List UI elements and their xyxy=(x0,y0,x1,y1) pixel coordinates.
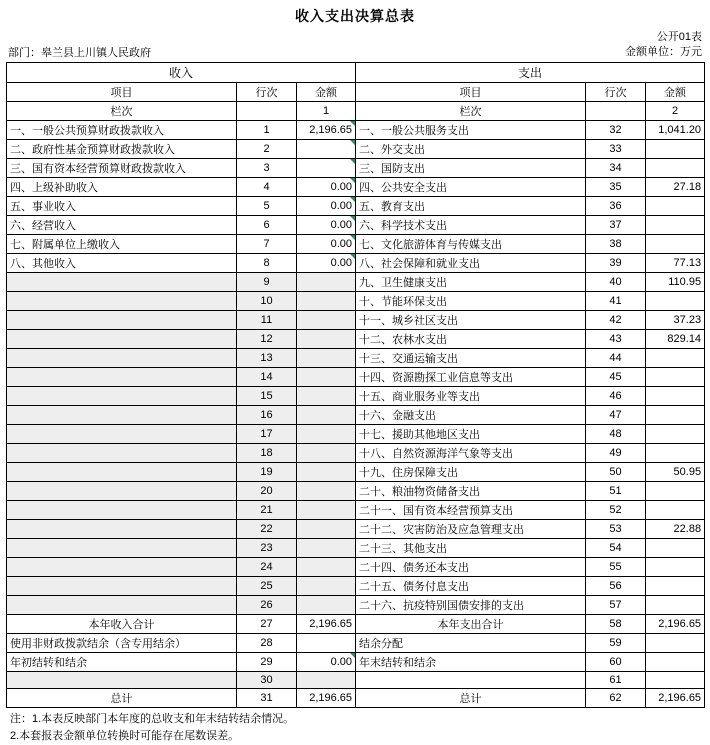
expend-line-cell: 47 xyxy=(586,406,646,425)
note-2: 2.本套报表金额单位转换时可能存在尾数误差。 xyxy=(10,730,240,742)
income-item-cell: 四、上级补助收入 xyxy=(7,178,237,197)
expend-amount-cell: 110.95 xyxy=(646,273,705,292)
table-row xyxy=(7,482,705,501)
expend-amount-cell xyxy=(646,539,705,558)
income-item-cell xyxy=(7,425,237,444)
expend-item-cell: 一、一般公共服务支出 xyxy=(356,121,586,140)
income-line-cell: 31 xyxy=(237,689,297,708)
form-meta xyxy=(625,30,702,60)
expend-amount-cell xyxy=(646,216,705,235)
expend-line-cell: 56 xyxy=(586,577,646,596)
expend-amount-cell xyxy=(646,235,705,254)
income-amount-cell: 0.00 xyxy=(297,235,356,254)
table-row xyxy=(7,406,705,425)
income-amount-cell: 2,196.65 xyxy=(297,689,356,708)
income-col-blank xyxy=(237,102,297,121)
table-row xyxy=(7,235,705,254)
header-expend-line: 行次 xyxy=(586,83,646,102)
expend-item-cell: 本年支出合计 xyxy=(356,615,586,634)
expend-group-header: 支出 xyxy=(356,63,705,83)
income-item-cell xyxy=(7,368,237,387)
income-item-cell: 六、经营收入 xyxy=(7,216,237,235)
expend-item-cell: 五、教育支出 xyxy=(356,197,586,216)
header-expend-amount: 金额 xyxy=(646,83,705,102)
table-row xyxy=(7,520,705,539)
income-line-cell: 3 xyxy=(237,159,297,178)
income-item-cell xyxy=(7,539,237,558)
table-row xyxy=(7,178,705,197)
expend-amount-cell xyxy=(646,159,705,178)
income-amount-cell: 2,196.65 xyxy=(297,615,356,634)
department-label: 部门： xyxy=(8,47,41,59)
income-item-cell xyxy=(7,292,237,311)
income-line-cell: 17 xyxy=(237,425,297,444)
income-item-cell: 五、事业收入 xyxy=(7,197,237,216)
income-line-cell: 27 xyxy=(237,615,297,634)
expend-amount-cell: 1,041.20 xyxy=(646,121,705,140)
expend-line-cell: 61 xyxy=(586,672,646,689)
expend-item-cell: 二十五、债务付息支出 xyxy=(356,577,586,596)
header-income-amount: 金额 xyxy=(297,83,356,102)
income-amount-cell xyxy=(297,311,356,330)
expend-line-cell: 48 xyxy=(586,425,646,444)
income-amount-cell xyxy=(297,634,356,653)
expend-line-cell: 53 xyxy=(586,520,646,539)
expend-line-cell: 49 xyxy=(586,444,646,463)
department-line xyxy=(8,30,151,60)
income-amount-cell xyxy=(297,444,356,463)
income-item-cell: 三、国有资本经营预算财政拨款收入 xyxy=(7,159,237,178)
table-row xyxy=(7,292,705,311)
income-line-cell: 16 xyxy=(237,406,297,425)
income-col-label: 栏次 xyxy=(7,102,237,121)
expend-item-cell: 七、文化旅游体育与传媒支出 xyxy=(356,235,586,254)
income-item-cell xyxy=(7,387,237,406)
expend-line-cell: 43 xyxy=(586,330,646,349)
income-amount-cell xyxy=(297,672,356,689)
income-line-cell: 19 xyxy=(237,463,297,482)
expend-amount-cell xyxy=(646,425,705,444)
expend-item-cell: 四、公共安全支出 xyxy=(356,178,586,197)
table-row xyxy=(7,463,705,482)
income-item-cell: 二、政府性基金预算财政拨款收入 xyxy=(7,140,237,159)
expend-item-cell: 十一、城乡社区支出 xyxy=(356,311,586,330)
expend-amount-cell xyxy=(646,292,705,311)
income-item-cell xyxy=(7,558,237,577)
expend-line-cell: 46 xyxy=(586,387,646,406)
header-expend-item: 项目 xyxy=(356,83,586,102)
income-amount-cell xyxy=(297,539,356,558)
income-item-cell xyxy=(7,349,237,368)
income-amount-cell xyxy=(297,349,356,368)
income-line-cell: 23 xyxy=(237,539,297,558)
table-row xyxy=(7,273,705,292)
expend-amount-cell: 27.18 xyxy=(646,178,705,197)
expend-line-cell: 40 xyxy=(586,273,646,292)
expend-line-cell: 50 xyxy=(586,463,646,482)
expend-amount-cell: 2,196.65 xyxy=(646,689,705,708)
expend-item-cell: 二十六、抗疫特别国债安排的支出 xyxy=(356,596,586,615)
income-item-cell xyxy=(7,273,237,292)
expend-amount-cell: 50.95 xyxy=(646,463,705,482)
income-line-cell: 7 xyxy=(237,235,297,254)
income-amount-cell xyxy=(297,425,356,444)
column-header-row xyxy=(7,83,705,102)
expend-amount-cell: 37.23 xyxy=(646,311,705,330)
income-amount-cell xyxy=(297,292,356,311)
income-line-cell: 1 xyxy=(237,121,297,140)
amount-unit: 金额单位：万元 xyxy=(625,46,702,58)
income-amount-cell: 0.00 xyxy=(297,178,356,197)
income-item-cell xyxy=(7,501,237,520)
expend-item-cell xyxy=(356,672,586,689)
expend-item-cell: 二十三、其他支出 xyxy=(356,539,586,558)
table-row xyxy=(7,558,705,577)
document-meta xyxy=(6,30,704,62)
income-line-cell: 8 xyxy=(237,254,297,273)
table-row xyxy=(7,444,705,463)
income-line-cell: 26 xyxy=(237,596,297,615)
income-amount-cell xyxy=(297,558,356,577)
income-line-cell: 10 xyxy=(237,292,297,311)
table-row xyxy=(7,425,705,444)
expend-line-cell: 62 xyxy=(586,689,646,708)
expend-line-cell: 36 xyxy=(586,197,646,216)
expend-line-cell: 39 xyxy=(586,254,646,273)
expend-line-cell: 57 xyxy=(586,596,646,615)
table-row xyxy=(7,368,705,387)
expend-item-cell: 十八、自然资源海洋气象等支出 xyxy=(356,444,586,463)
expend-amount-cell: 829.14 xyxy=(646,330,705,349)
income-item-cell: 年初结转和结余 xyxy=(7,653,237,672)
table-row xyxy=(7,330,705,349)
note-1: 注：1.本表反映部门本年度的总收支和年末结转结余情况。 xyxy=(10,713,295,725)
expend-item-cell: 十六、金融支出 xyxy=(356,406,586,425)
table-row xyxy=(7,197,705,216)
table-row xyxy=(7,615,705,634)
income-item-cell xyxy=(7,444,237,463)
expend-line-cell: 54 xyxy=(586,539,646,558)
budget-table xyxy=(6,62,705,708)
income-item-cell: 八、其他收入 xyxy=(7,254,237,273)
expend-amount-cell xyxy=(646,577,705,596)
income-amount-cell xyxy=(297,501,356,520)
table-row xyxy=(7,159,705,178)
expend-amount-cell xyxy=(646,482,705,501)
expend-col-number: 2 xyxy=(646,102,705,121)
income-item-cell xyxy=(7,311,237,330)
income-amount-cell xyxy=(297,140,356,159)
income-amount-cell xyxy=(297,520,356,539)
table-row xyxy=(7,349,705,368)
income-amount-cell: 2,196.65 xyxy=(297,121,356,140)
table-row xyxy=(7,311,705,330)
income-amount-cell xyxy=(297,330,356,349)
table-row xyxy=(7,121,705,140)
expend-item-cell: 二、外交支出 xyxy=(356,140,586,159)
income-item-cell: 一、一般公共预算财政拨款收入 xyxy=(7,121,237,140)
income-line-cell: 28 xyxy=(237,634,297,653)
income-amount-cell: 0.00 xyxy=(297,216,356,235)
expend-amount-cell xyxy=(646,501,705,520)
header-income-line: 行次 xyxy=(237,83,297,102)
expend-col-label: 栏次 xyxy=(356,102,586,121)
income-item-cell: 七、附属单位上缴收入 xyxy=(7,235,237,254)
column-number-row xyxy=(7,102,705,121)
income-line-cell: 9 xyxy=(237,273,297,292)
table-row xyxy=(7,634,705,653)
table-row xyxy=(7,577,705,596)
expend-col-blank xyxy=(586,102,646,121)
table-row xyxy=(7,689,705,708)
income-line-cell: 30 xyxy=(237,672,297,689)
income-line-cell: 4 xyxy=(237,178,297,197)
income-line-cell: 22 xyxy=(237,520,297,539)
expend-item-cell: 九、卫生健康支出 xyxy=(356,273,586,292)
expend-item-cell: 二十二、灾害防治及应急管理支出 xyxy=(356,520,586,539)
expend-amount-cell xyxy=(646,653,705,672)
income-amount-cell: 0.00 xyxy=(297,254,356,273)
income-amount-cell xyxy=(297,482,356,501)
expend-item-cell: 总计 xyxy=(356,689,586,708)
department-name: 皋兰县上川镇人民政府 xyxy=(41,47,151,59)
income-col-number: 1 xyxy=(297,102,356,121)
table-row xyxy=(7,596,705,615)
expend-line-cell: 34 xyxy=(586,159,646,178)
form-code: 公开01表 xyxy=(656,31,702,43)
table-row xyxy=(7,216,705,235)
expend-item-cell: 年末结转和结余 xyxy=(356,653,586,672)
income-group-header: 收入 xyxy=(7,63,356,83)
income-amount-cell xyxy=(297,368,356,387)
income-amount-cell xyxy=(297,406,356,425)
income-line-cell: 14 xyxy=(237,368,297,387)
income-line-cell: 13 xyxy=(237,349,297,368)
expend-line-cell: 55 xyxy=(586,558,646,577)
expend-amount-cell xyxy=(646,596,705,615)
income-line-cell: 11 xyxy=(237,311,297,330)
income-amount-cell: 0.00 xyxy=(297,653,356,672)
expend-item-cell: 八、社会保障和就业支出 xyxy=(356,254,586,273)
expend-item-cell: 十九、住房保障支出 xyxy=(356,463,586,482)
income-amount-cell xyxy=(297,463,356,482)
expend-line-cell: 60 xyxy=(586,653,646,672)
income-amount-cell xyxy=(297,596,356,615)
expend-amount-cell xyxy=(646,368,705,387)
expend-line-cell: 37 xyxy=(586,216,646,235)
expend-amount-cell: 22.88 xyxy=(646,520,705,539)
income-amount-cell: 0.00 xyxy=(297,197,356,216)
income-line-cell: 15 xyxy=(237,387,297,406)
income-item-cell xyxy=(7,330,237,349)
expend-item-cell: 结余分配 xyxy=(356,634,586,653)
income-item-cell xyxy=(7,577,237,596)
expend-amount-cell: 77.13 xyxy=(646,254,705,273)
expend-amount-cell xyxy=(646,406,705,425)
income-line-cell: 29 xyxy=(237,653,297,672)
income-item-cell: 总计 xyxy=(7,689,237,708)
income-line-cell: 2 xyxy=(237,140,297,159)
expend-line-cell: 45 xyxy=(586,368,646,387)
income-item-cell xyxy=(7,596,237,615)
income-line-cell: 12 xyxy=(237,330,297,349)
expend-item-cell: 十七、援助其他地区支出 xyxy=(356,425,586,444)
income-line-cell: 20 xyxy=(237,482,297,501)
expend-item-cell: 二十四、债务还本支出 xyxy=(356,558,586,577)
expend-amount-cell xyxy=(646,140,705,159)
income-amount-cell xyxy=(297,387,356,406)
expend-item-cell: 十五、商业服务业等支出 xyxy=(356,387,586,406)
expend-item-cell: 三、国防支出 xyxy=(356,159,586,178)
income-amount-cell xyxy=(297,273,356,292)
income-line-cell: 6 xyxy=(237,216,297,235)
expend-item-cell: 六、科学技术支出 xyxy=(356,216,586,235)
table-row xyxy=(7,387,705,406)
income-item-cell: 使用非财政拨款结余（含专用结余） xyxy=(7,634,237,653)
expend-line-cell: 59 xyxy=(586,634,646,653)
expend-line-cell: 41 xyxy=(586,292,646,311)
expend-item-cell: 二十一、国有资本经营预算支出 xyxy=(356,501,586,520)
expend-item-cell: 十三、交通运输支出 xyxy=(356,349,586,368)
expend-line-cell: 32 xyxy=(586,121,646,140)
table-notes xyxy=(6,708,704,745)
expend-item-cell: 十二、农林水支出 xyxy=(356,330,586,349)
expend-amount-cell xyxy=(646,387,705,406)
expend-amount-cell xyxy=(646,558,705,577)
income-line-cell: 25 xyxy=(237,577,297,596)
expend-amount-cell xyxy=(646,444,705,463)
income-amount-cell xyxy=(297,159,356,178)
expend-item-cell: 十四、资源勘探工业信息等支出 xyxy=(356,368,586,387)
expend-item-cell: 十、节能环保支出 xyxy=(356,292,586,311)
table-row xyxy=(7,140,705,159)
table-row xyxy=(7,539,705,558)
expend-amount-cell xyxy=(646,672,705,689)
income-line-cell: 21 xyxy=(237,501,297,520)
income-item-cell xyxy=(7,520,237,539)
income-item-cell xyxy=(7,463,237,482)
income-amount-cell xyxy=(297,577,356,596)
expend-line-cell: 52 xyxy=(586,501,646,520)
group-header-row xyxy=(7,63,705,83)
income-line-cell: 24 xyxy=(237,558,297,577)
expend-line-cell: 51 xyxy=(586,482,646,501)
expend-line-cell: 33 xyxy=(586,140,646,159)
expend-line-cell: 38 xyxy=(586,235,646,254)
expend-line-cell: 35 xyxy=(586,178,646,197)
income-line-cell: 18 xyxy=(237,444,297,463)
table-row xyxy=(7,501,705,520)
income-item-cell xyxy=(7,672,237,689)
table-row xyxy=(7,672,705,689)
income-item-cell xyxy=(7,482,237,501)
page-title: 收入支出决算总表 xyxy=(295,8,415,24)
income-item-cell: 本年收入合计 xyxy=(7,615,237,634)
expend-line-cell: 58 xyxy=(586,615,646,634)
expend-amount-cell xyxy=(646,349,705,368)
expend-amount-cell xyxy=(646,634,705,653)
expend-amount-cell: 2,196.65 xyxy=(646,615,705,634)
expend-line-cell: 44 xyxy=(586,349,646,368)
income-item-cell xyxy=(7,406,237,425)
expend-line-cell: 42 xyxy=(586,311,646,330)
table-row xyxy=(7,653,705,672)
expend-item-cell: 二十、粮油物资储备支出 xyxy=(356,482,586,501)
income-line-cell: 5 xyxy=(237,197,297,216)
table-row xyxy=(7,254,705,273)
header-income-item: 项目 xyxy=(7,83,237,102)
expend-amount-cell xyxy=(646,197,705,216)
